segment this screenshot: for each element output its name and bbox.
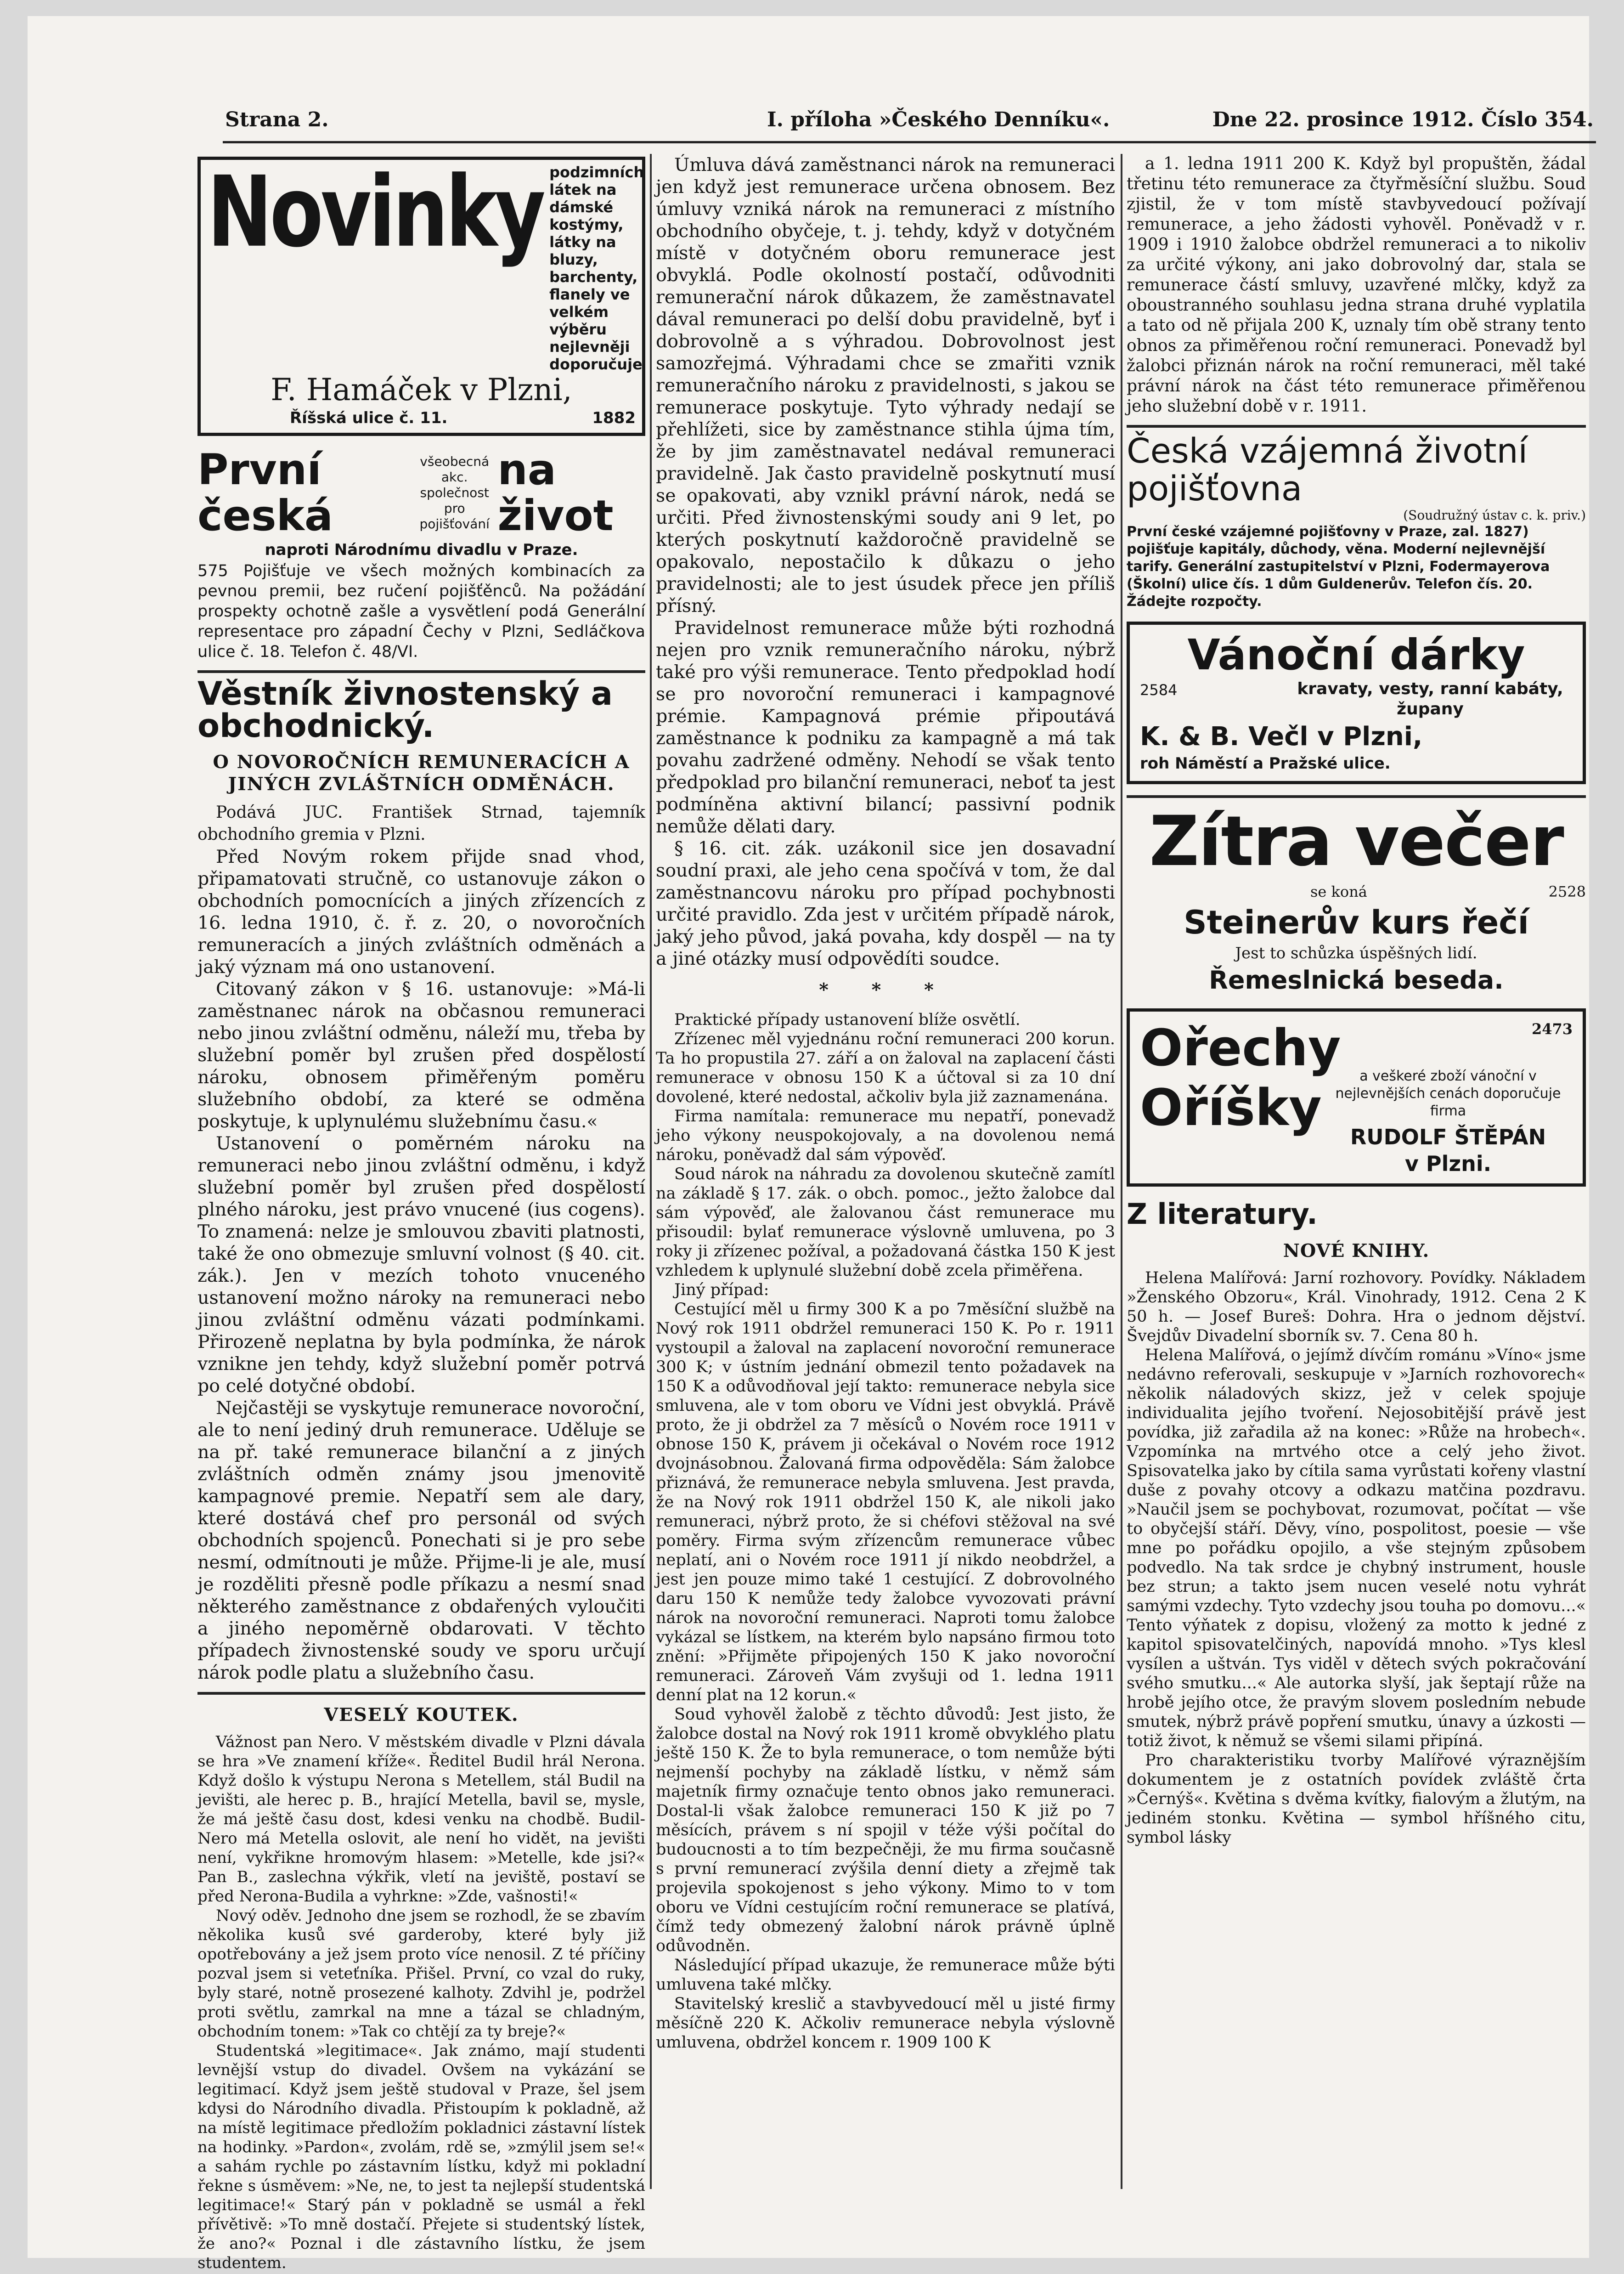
ad-novinky [197, 157, 645, 436]
ad-vanocni [1127, 622, 1586, 784]
ad-orechy-place: v Plzni. [1404, 1151, 1492, 1176]
ad-vzajemna-note: (Soudružný ústav c. k. priv.) [1403, 508, 1586, 523]
ad-zitra-sub: se koná [1310, 883, 1367, 900]
article-paragraph: Soud nárok na náhradu za dovolenou skutečně zamítl na základě § 17. zák. o obch. pomoc., ježto žalobce dal sám výpověď, ale žalovanou část remunerace mu přisoudil: bylať remunerace výslovně umluvena, po 3 roky ji zřízenec požíval, a požadovaná částka 150 K jest vzhledem k uplynulé služební době zcela přiměřena. [656, 1165, 1115, 1280]
newspaper-page [28, 16, 1594, 2272]
ad-orechy-number: 2473 [1531, 1020, 1573, 1038]
column-2 [656, 154, 1115, 2189]
ad-vanocni-title: Vánoční dárky [1187, 630, 1525, 679]
ad-prvni-ceska [197, 447, 645, 662]
issue-date: Dne 22. prosince 1912. Číslo 354. [1212, 108, 1594, 131]
ad-zitra-org: Řemeslnická beseda. [1209, 966, 1504, 995]
page-header [225, 108, 1594, 136]
literatury-subtitle: NOVÉ KNIHY. [1283, 1240, 1430, 1261]
ad-zitra-number: 2528 [1548, 883, 1586, 900]
article-paragraph: Praktické případy ustanovení blíže osvětlí. [674, 1011, 1021, 1029]
article-paragraph: Jiný případ: [674, 1281, 769, 1299]
ad-zitra [1127, 803, 1586, 996]
vesely-paragraph: Nový oděv. Jednoho dne jsem se rozhodl, že se zbavím několika kusů své garderoby, které byly již opotřebovány a jež jsem proto více nenosil. Z té příčiny pozval jsem si veteťníka. Přišel. První, co vzal do ruky, byly staré, notně prosezené kalhoty. Zdvihl je, podržel proti světlu, zamrkal na mne a tázal se chladným, obchodním tonem: »Tak co chtějí za ty breje?« [197, 1906, 645, 2041]
column-rule [1121, 154, 1122, 2189]
ad-vzajemna-title: Česká vzájemná životní pojišťovna [1127, 431, 1528, 509]
vestnik-paragraph: Citovaný zákon v § 16. ustanovuje: »Má-li zaměstnanec nárok na občasnou remuneraci nebo jinou zvláštní odměnu, náleží mu, třeba by služební poměr byl zrušen před dospělostí nároku, obnosem přiměřeným poměru služebního období, za které se odměna poskytuje, k uplynulému služebnímu času.« [197, 979, 645, 1132]
page-number: Strana 2. [225, 108, 329, 131]
ad-vanocni-firm: K. & B. Večl v Plzni, [1140, 722, 1423, 752]
ad-novinky-number: 1882 [592, 409, 636, 427]
article-paragraph: Soud vyhověl žalobě z těchto důvodů: Jest jisto, že žalobce dostal na Nový rok 1911 kromě obvyklého platu ještě 150 K. Že to byla remunerace, o tom nemůže býti nejmenší pochyby na základě lístku, v němž sám majetník firmy označuje tento obnos jako remuneraci. Dostal-li však žalobce remuneraci 150 K již po 7 měsících, právem s ní spojil v téže výši počítal do budoucnosti a to tím bezpečněji, že mu firma současně s první remunerací zvýšila denní diety a zřejmě tak projevila spokojenost s jeho výkony. Mimo to v tom oboru ve Vídni cestujícím roční remunerace se platívá, čímž tedy obmezený žalobní nárok právně úplně odůvodněn. [656, 1705, 1115, 1955]
literatury-paragraph: Pro charakteristiku tvorby Malířové výraznějším dokumentem je z ostatních povídek zvláště črta »Černýš«. Květina s dvěma kvítky, fialovým a žlutým, na jediném stonku. Květina — symbol hříšného citu, symbol lásky [1127, 1751, 1586, 1847]
vestnik-title: Věstník živnostenský a obchodnický. [197, 675, 613, 745]
article-paragraph: § 16. cit. zák. uzákonil sice jen dosavadní soudní praxi, ale jeho cena spočívá v tom, že dal zaměstnancovu nároku pro případ pochybnosti určité pravidlo. Zda jest v určitém případě nárok, jaký jeho původ, jaká povaha, kdy dospěl — na ty a jiné otázky musí odpovědíti soudce. [656, 838, 1115, 969]
ad-vanocni-number: 2584 [1140, 681, 1178, 699]
vestnik-article-title: O NOVOROČNÍCH REMUNERACÍCH A JINÝCH ZVLÁŠTNÍCH ODMĚNÁCH. [213, 752, 630, 795]
vesely-paragraph: Vážnost pan Nero. V městském divadle v Plzni dávala se hra »Ve znamení kříže«. Ředitel Budil hrál Nerona. Když došlo k výstupu Nerona s Metellem, stál Budil na jevišti, ale herec p. B., hrající Metella, bavil se, mysle, že má ještě času dost, kdesi venku na chodbě. Budil-Nero má Metella oslovit, ale není ho vidět, na jevišti není, vykřikne hromovým hlasem: »Metelle, kde jsi?« Pan B., zaslechna výkřik, vletí na jeviště, postaví se před Nerona-Budila a vyhrkne: »Zde, vašnosti!« [197, 1733, 645, 1906]
ad-prvni-right: na život [497, 445, 614, 540]
ad-novinky-firm: F. Hamáček v Plzni, [271, 372, 572, 407]
ad-orechy-text: a veškeré zboží vánoční v nejlevnějších cenách doporučuje firma [1335, 1068, 1561, 1119]
ad-orechy-title1: Ořechy [1140, 1018, 1341, 1077]
ad-prvni-left: První česká [197, 445, 333, 540]
ad-novinky-title: Novinky [207, 155, 543, 269]
ad-zitra-line: Jest to schůzka úspěšných lidí. [1235, 944, 1477, 962]
section-stars: * * * [819, 979, 952, 1001]
ad-zitra-name: Steinerův kurs řečí [1184, 904, 1529, 941]
ad-vzajemna [1127, 432, 1586, 611]
vesely-title: VESELÝ KOUTEK. [324, 1704, 519, 1725]
article-paragraph: Stavitelský kreslič a stavbyvedoucí měl u jisté firmy měsíčně 220 K. Ačkoliv remunerace nebyla výslovně umluvena, obdržel koncem r. 1909 100 K [656, 1995, 1115, 2052]
ad-zitra-title: Zítra večer [1149, 802, 1563, 882]
ad-orechy-title2: Oříšky [1140, 1078, 1322, 1137]
article-paragraph: Úmluva dává zaměstnanci nárok na remuneraci jen když jest remunerace určena obnosem. Bez úmluvy vzniká nárok na remuneraci z místního obchodního obyčeje, t. j. tehdy, když v dotyčném místě v dotyčném oboru remunerace jest obvyklá. Podle okolností postačí, odůvodniti remunerační nárok důkazem, že zaměstnavatel dával remuneraci po delší dobu pravidelně, byť i dobrovolně a s výhradou. Dobrovolnost jest samozřejmá. Výhradami chce se zmařiti vznik remuneračního nároku z pravidelnosti, s jakou se remunerace poskytuje. Tyto výhrady nedají se přehlížeti, sice by zaměstnance stihla újma tím, že by jim zaměstnavatel nedával remuneraci pravidelně. Jak často pravidelně poskytnutí musí se opakovati, aby vznikl právní nárok, nedá se určiti. Před živnostenskými soudy ani 9 let, po kterých poskytnutí každoročně pravidelně se opakovalo, nepostačilo k důkazu o jeho pravidelnosti; ale to jest úsudek přece jen příliš přísný. [656, 154, 1115, 617]
column-rule [650, 154, 652, 2189]
article-paragraph: Zřízenec měl vyjednánu roční remuneraci 200 korun. Ta ho propustila 27. září a on žaloval na zaplacení části remunerace v obnosu 150 K a účtoval si za 10 dní dovolené, které nedostal, ačkoliv byla již zaznamenána. [656, 1030, 1115, 1106]
divider [197, 670, 645, 673]
ad-vanocni-address: roh Náměstí a Pražské ulice. [1140, 754, 1391, 773]
ad-vanocni-items: kravaty, vesty, ranní kabáty, župany [1297, 679, 1563, 718]
supplement-title: I. příloha »Českého Denníku«. [767, 108, 1110, 131]
divider [197, 1692, 645, 1695]
article-paragraph: Pravidelnost remunerace může býti rozhodná nejen pro vznik remuneračního nároku, nýbrž také pro výši remunerace. Tento předpoklad hodí se pro novoroční remuneraci i kampagnové prémie. Kampagnová prémie připoutává zaměstnance k podniku za kampagně a má tak povahu zadržené odměny. Nehodí se však tento předpoklad pro bilanční remuneraci, neboť ta jest podmíněna aktivní bilancí; passivní podnik nemůže dělati dary. [656, 617, 1115, 837]
divider [1127, 795, 1586, 798]
ad-novinky-address: Říšská ulice č. 11. [290, 409, 448, 427]
literatury-title: Z literatury. [1127, 1197, 1318, 1231]
ad-orechy-firm: RUDOLF ŠTĚPÁN [1350, 1125, 1546, 1149]
ad-novinky-text: podzimních látek na dámské kostýmy, látky na bluzy, barchenty, flanely ve velkém výběru nejlevněji doporučuje [549, 164, 644, 373]
article-paragraph: Firma namítala: remunerace mu nepatří, ponevadž jeho výkony neuspokojovaly, a na dovolenou nemá nároku, poněvadž dal sám výpověď. [656, 1107, 1115, 1164]
literatury-paragraph: Helena Malířová: Jarní rozhovory. Povídky. Nákladem »Ženského Obzoru«, Král. Vinohrady, 1912. Cena 2 K 50 h. — Josef Bureš: Dohra. Hra o jednom dějství. Švejdův Divadelní sborník sv. 7. Cena 80 h. [1127, 1269, 1586, 1345]
vesely-paragraph: Studentská »legitimace«. Jak známo, mají studenti levnější vstup do divadel. Ovšem na vykázání se legitimací. Když jsem ještě studoval v Praze, šel jsem kdysi do Národního divadla. Přistoupím k pokladně, až na místě legitimace předložím pokladnici zástavní lístek na hodinky. »Pardon«, zvolám, rdě se, »zmýlil jsem se!« a sahám rychle po zástavním lístku, když mi pokladní řekne s úsměvem: »Ne, ne, to jest ta nejlepší studentská legitimace!« Starý pán v pokladně se usmál a řekl přívětivě: »To mně dostačí. Přejete si studentský lístek, že ano?« Poznal i dle zástavního lístku, že jsem studentem. [197, 2042, 646, 2272]
column-1 [197, 154, 646, 2272]
divider [1127, 425, 1586, 428]
ad-prvni-middle: všeobecná akc. společnost pro pojišťování [419, 454, 490, 532]
ad-prvni-text: Pojišťuje ve všech možných kombinacích za pevnou premii, bez ručení pojišťěnců. Na požádání prospekty ochotně zašle a vysvětlení podá Generální representace pro západní Čechy v Plzni, Sedláčkova ulice č. 18. Telefon č. 48/VI. [197, 562, 645, 661]
column-3 [1127, 154, 1586, 2189]
article-continuation: a 1. ledna 1911 200 K. Když byl propuštěn, žádal třetinu této remunerace za čtyřměsíční službu. Soud zjistil, že v tom místě stavbyvedoucí požívají remunerace, a jeho žádosti vyhověl. Poněvadž v r. 1909 i 1910 žalobce obdržel remuneraci a to nikoliv za určité výkony, ani jako dobrovolný dar, stala se remunerace částí smluvy, uzavřené mlčky, když za oboustranného souhlasu jedna strana druhé vyplatila a tato od ně přijala 200 K, uznaly tím obě strany tento obnos za přiměřenou roční remuneraci. Ponevadž byl žalobci přiznán nárok na roční remuneraci, měl také právní nárok na část této remunerace přiměřenou jeho služební době v r. 1911. [1127, 154, 1586, 416]
vestnik-paragraph: Nejčastěji se vyskytuje remunerace novoroční, ale to není jediný druh remunerace. Uděluje se na př. také remunerace bilanční a z jiných zvláštních odměn známy jsou jmenovitě kampagnové premie. Nepatří sem ale dary, které dostává chef pro personál od svých obchodních spojenců. Ponechati si je pro sebe nesmí, odmítnouti je může. Přijme-li je ale, musí je rozděliti přesně podle příkazu a nesmí snad některého zaměstnance z obdařených vyloučiti a jiného nepoměrně obdarovati. V těchto případech živnostenské soudy ve sporu určují nárok podle platu a služebního času. [197, 1397, 645, 1683]
article-paragraph: Cestující měl u firmy 300 K a po 7měsíční službě na Nový rok 1911 obdržel remuneraci 150 K. Po r. 1911 vystoupil a žaloval na zaplacení novoroční remunerace 300 K; v ústním jednání obmezil tento požadavek na 150 K a odůvodňoval její takto: remunerace nebyla sice smluvena, ale v tom oboru ve Vídni jest obvyklá. Právě proto, že ji obdržel za 7 měsíců o Novém roce 1911 v obnose 150 K, právem ji očekával o Novém roce 1912 dvojnásobnou. Žalovaná firma odpověděla: Sám žalobce přiznává, že remunerace nebyla smluvena. Jest pravda, že na Nový rok 1911 obdržel 150 K, ale nikoli jako remuneraci, nýbrž proto, že si chéfovi stěžoval na své poměry. Firma svým zřízencům remunerace vůbec neplatí, ani o Novém roce 1911 jí nikdo neobdržel, a jest jen pouze mimo také 1 cestující. Z dobrovolného daru 150 K nemůže tedy žalobce vyvozovati právní nárok na novoroční remuneraci. Naproti tomu žalobce vykázal se lístkem, na kterém bylo napsáno firmou toto znění: »Přijměte připojených 150 K jako novoroční remuneraci. Zároveň Vám zvyšuji od 1. ledna 1911 denní plat na 12 korun.« [656, 1300, 1115, 1704]
vestnik-paragraph: Před Novým rokem přijde snad vhod, připamatovati stručně, co ustanovuje zákon o obchodních pomocnících a jiných zřízencích z 16. ledna 1910, č. ř. z. 20, o novoročních remuneracích a jiných zvláštních odměnách a jaký význam má ono ustanovení. [197, 846, 645, 978]
ad-prvni-place: naproti Národnímu divadlu v Praze. [265, 541, 578, 559]
ad-prvni-number: 575 [197, 562, 228, 580]
header-rule [223, 141, 1596, 143]
article-paragraph: Následující případ ukazuje, že remunerace může býti umluvena také mlčky. [656, 1956, 1115, 1994]
ad-orechy [1127, 1008, 1586, 1187]
ad-vzajemna-text: První české vzájemné pojišťovny v Praze, zal. 1827) pojišťuje kapitály, důchody, věna. Moderní nejlevnější tarify. Generální zastupitelství v Plzni, Fodermayerova (Školní) ulice čís. 1 dům Guldenerův. Telefon čís. 20. Žádejte rozpočty. [1127, 524, 1550, 610]
vestnik-paragraph: Ustanovení o poměrném nároku na remuneraci nebo jinou zvláštní odměnu, i když služební poměr byl zrušen před dospělostí plného nároku, jest právo vnucené (ius cogens). To znamená: nelze je smlouvou zbaviti platnosti, také že ono obmezuje smluvní volnost (§ 40. cit. zák.). Jen v mezích tohoto vnuceného ustanovení možno nároky na remuneraci nebo jinou zvláštní odměnu vázati podmínkami. Přirozeně neplatna by byla podmínka, že nárok vznikne jen tehdy, když služební poměr potrvá po celé dotyčné období. [197, 1133, 645, 1397]
literatury-paragraph: Helena Malířová, o jejímž dívčím románu »Víno« jsme nedávno referovali, seskupuje v »Jarních rozhovorech« několik náladových skizz, jež v celek spojuje individualita jejího tvoření. Nejosobitější právě jest povídka, již zařadila až na konec: »Růže na hrobech«. Vzpomínka na mrtvého otce a celý jeho život. Spisovatelka jako by cítila sama vyrůstati kořeny vlastní duše z povahy otcovy a odkazu matčina pozdravu. »Naučil jsem se pochybovat, rozumovat, počítat — vše to obyčejší stáří. Děvy, víno, pospolitost, poesie — vše mne po pořádku opojilo, a vše stejným způsobem podvedlo. Na tak srdce je chybný instrument, housle bez strun; a takto jsem nucen veselé notu vyhrát samými vzdechy. Tyto vzdechy jsou touha po domovu...« Tento výňatek z dopisu, vložený za motto k jedné z kapitol spisovatelčiných, napovídá mnoho. »Tys klesl vysílen a uštván. Tys viděl v dětech svých pokračování svého smutku...« Ale autorka slyší, jak šeptají růže na hrobě jejího otce, že pravým slovem posledním nebude smutek, nýbrž právě popření smutku, únavy a úzkosti — totiž život, k němuž se všemi silami připíná. [1127, 1346, 1586, 1750]
vestnik-byline: Podává JUC. František Strnad, tajemník obchodního gremia v Plzni. [197, 803, 645, 844]
